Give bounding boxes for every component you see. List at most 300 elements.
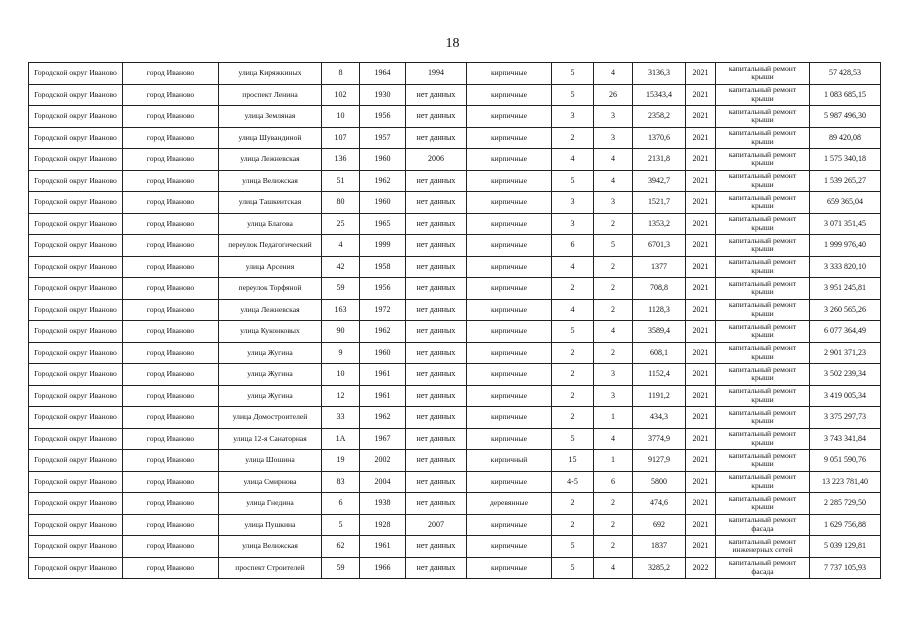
- cell-floors: 15: [552, 450, 594, 472]
- cell-house-number: 59: [322, 557, 360, 579]
- cell-work-year: 2021: [686, 278, 716, 300]
- cell-area: 1353,2: [633, 213, 686, 235]
- cell-year-built: 1972: [360, 299, 406, 321]
- cell-cost: 3 951 245,81: [810, 278, 881, 300]
- cell-wall-material: кирпичные: [467, 428, 552, 450]
- cell-house-number: 12: [322, 385, 360, 407]
- cell-street: улица Пушкина: [219, 514, 322, 536]
- cell-wall-material: кирпичные: [467, 106, 552, 128]
- cell-floors: 4: [552, 256, 594, 278]
- cell-entrances: 2: [594, 493, 633, 515]
- cell-house-number: 4: [322, 235, 360, 257]
- table-row: [29, 149, 881, 171]
- cell-work-year: 2021: [686, 493, 716, 515]
- cell-municipality: Городской округ Иваново: [29, 407, 123, 429]
- cell-floors: 5: [552, 321, 594, 343]
- cell-floors: 2: [552, 493, 594, 515]
- cell-wall-material: кирпичные: [467, 149, 552, 171]
- cell-work-type: капитальный ремонт инженерных сетей: [716, 536, 810, 558]
- table-row: [29, 299, 881, 321]
- cell-municipality: Городской округ Иваново: [29, 450, 123, 472]
- cell-cost: 3 071 351,45: [810, 213, 881, 235]
- buildings-table: [28, 62, 881, 579]
- cell-year-renovated: нет данных: [406, 493, 467, 515]
- cell-street: улица Ташкентская: [219, 192, 322, 214]
- cell-city: город Иваново: [123, 127, 219, 149]
- cell-municipality: Городской округ Иваново: [29, 536, 123, 558]
- cell-entrances: 4: [594, 428, 633, 450]
- cell-work-year: 2021: [686, 127, 716, 149]
- cell-wall-material: кирпичные: [467, 235, 552, 257]
- cell-entrances: 3: [594, 127, 633, 149]
- table-row: [29, 127, 881, 149]
- cell-street: проспект Строителей: [219, 557, 322, 579]
- cell-floors: 5: [552, 170, 594, 192]
- cell-work-year: 2021: [686, 364, 716, 386]
- cell-floors: 4: [552, 299, 594, 321]
- cell-entrances: 4: [594, 63, 633, 85]
- cell-cost: 3 375 297,73: [810, 407, 881, 429]
- table-body: [29, 63, 881, 579]
- cell-wall-material: кирпичные: [467, 213, 552, 235]
- cell-municipality: Городской округ Иваново: [29, 278, 123, 300]
- cell-cost: 3 333 820,10: [810, 256, 881, 278]
- cell-street: улица Велижская: [219, 536, 322, 558]
- cell-year-built: 1960: [360, 192, 406, 214]
- cell-year-built: 1962: [360, 407, 406, 429]
- cell-wall-material: кирпичный: [467, 450, 552, 472]
- cell-wall-material: кирпичные: [467, 557, 552, 579]
- cell-wall-material: кирпичные: [467, 321, 552, 343]
- cell-year-built: 1967: [360, 428, 406, 450]
- cell-year-built: 1928: [360, 514, 406, 536]
- cell-cost: 3 502 239,34: [810, 364, 881, 386]
- cell-area: 3942,7: [633, 170, 686, 192]
- cell-floors: 5: [552, 63, 594, 85]
- cell-wall-material: кирпичные: [467, 514, 552, 536]
- table-row: [29, 407, 881, 429]
- cell-floors: 3: [552, 106, 594, 128]
- cell-area: 1377: [633, 256, 686, 278]
- cell-work-type: капитальный ремонт крыши: [716, 170, 810, 192]
- cell-cost: 3 419 005,34: [810, 385, 881, 407]
- cell-work-year: 2021: [686, 192, 716, 214]
- cell-city: город Иваново: [123, 557, 219, 579]
- cell-work-year: 2021: [686, 471, 716, 493]
- cell-year-renovated: нет данных: [406, 192, 467, 214]
- cell-area: 3774,9: [633, 428, 686, 450]
- cell-entrances: 1: [594, 407, 633, 429]
- cell-year-renovated: нет данных: [406, 557, 467, 579]
- cell-municipality: Городской округ Иваново: [29, 471, 123, 493]
- cell-year-renovated: нет данных: [406, 407, 467, 429]
- cell-year-renovated: нет данных: [406, 385, 467, 407]
- cell-wall-material: кирпичные: [467, 471, 552, 493]
- cell-entrances: 2: [594, 278, 633, 300]
- cell-house-number: 90: [322, 321, 360, 343]
- cell-work-type: капитальный ремонт крыши: [716, 493, 810, 515]
- cell-year-built: 1964: [360, 63, 406, 85]
- cell-work-type: капитальный ремонт крыши: [716, 127, 810, 149]
- cell-house-number: 5: [322, 514, 360, 536]
- cell-floors: 2: [552, 364, 594, 386]
- cell-street: улица Лежневская: [219, 299, 322, 321]
- cell-work-year: 2021: [686, 450, 716, 472]
- cell-work-type: капитальный ремонт крыши: [716, 63, 810, 85]
- cell-street: улица Смирнова: [219, 471, 322, 493]
- table-row: [29, 557, 881, 579]
- cell-year-renovated: нет данных: [406, 471, 467, 493]
- cell-year-built: 1938: [360, 493, 406, 515]
- cell-work-type: капитальный ремонт крыши: [716, 299, 810, 321]
- cell-entrances: 2: [594, 299, 633, 321]
- cell-entrances: 2: [594, 256, 633, 278]
- cell-year-renovated: 2006: [406, 149, 467, 171]
- cell-city: город Иваново: [123, 106, 219, 128]
- cell-city: город Иваново: [123, 149, 219, 171]
- cell-entrances: 2: [594, 213, 633, 235]
- cell-city: город Иваново: [123, 471, 219, 493]
- cell-city: город Иваново: [123, 170, 219, 192]
- cell-street: улица Жугина: [219, 364, 322, 386]
- cell-cost: 3 260 565,26: [810, 299, 881, 321]
- cell-house-number: 33: [322, 407, 360, 429]
- cell-municipality: Городской округ Иваново: [29, 385, 123, 407]
- cell-house-number: 10: [322, 106, 360, 128]
- cell-city: город Иваново: [123, 256, 219, 278]
- cell-cost: 5 039 129,81: [810, 536, 881, 558]
- cell-work-year: 2021: [686, 256, 716, 278]
- cell-city: город Иваново: [123, 235, 219, 257]
- table-row: [29, 342, 881, 364]
- cell-area: 3285,2: [633, 557, 686, 579]
- cell-area: 3136,3: [633, 63, 686, 85]
- cell-area: 3589,4: [633, 321, 686, 343]
- cell-municipality: Городской округ Иваново: [29, 192, 123, 214]
- cell-wall-material: кирпичные: [467, 256, 552, 278]
- cell-city: город Иваново: [123, 536, 219, 558]
- cell-city: город Иваново: [123, 450, 219, 472]
- cell-street: улица Велижская: [219, 170, 322, 192]
- cell-municipality: Городской округ Иваново: [29, 235, 123, 257]
- cell-floors: 2: [552, 342, 594, 364]
- table-row: [29, 471, 881, 493]
- cell-house-number: 19: [322, 450, 360, 472]
- cell-entrances: 4: [594, 557, 633, 579]
- cell-cost: 57 428,53: [810, 63, 881, 85]
- cell-work-type: капитальный ремонт фасада: [716, 514, 810, 536]
- cell-floors: 5: [552, 557, 594, 579]
- cell-work-type: капитальный ремонт крыши: [716, 235, 810, 257]
- cell-cost: 2 285 729,50: [810, 493, 881, 515]
- cell-wall-material: кирпичные: [467, 127, 552, 149]
- cell-street: улица Жугина: [219, 385, 322, 407]
- cell-floors: 4: [552, 149, 594, 171]
- cell-house-number: 80: [322, 192, 360, 214]
- cell-area: 608,1: [633, 342, 686, 364]
- cell-city: город Иваново: [123, 364, 219, 386]
- cell-street: проспект Ленина: [219, 84, 322, 106]
- cell-street: улица Шувандиной: [219, 127, 322, 149]
- table-row: [29, 493, 881, 515]
- cell-house-number: 102: [322, 84, 360, 106]
- cell-area: 5800: [633, 471, 686, 493]
- cell-wall-material: кирпичные: [467, 536, 552, 558]
- cell-cost: 5 987 496,30: [810, 106, 881, 128]
- cell-wall-material: кирпичные: [467, 385, 552, 407]
- cell-wall-material: кирпичные: [467, 342, 552, 364]
- cell-city: город Иваново: [123, 342, 219, 364]
- cell-area: 6701,3: [633, 235, 686, 257]
- cell-house-number: 107: [322, 127, 360, 149]
- cell-work-year: 2021: [686, 342, 716, 364]
- cell-street: улица Киряжкиных: [219, 63, 322, 85]
- cell-area: 1370,6: [633, 127, 686, 149]
- cell-floors: 2: [552, 385, 594, 407]
- cell-cost: 1 999 976,40: [810, 235, 881, 257]
- cell-street: улица Благова: [219, 213, 322, 235]
- cell-year-built: 1956: [360, 278, 406, 300]
- cell-wall-material: кирпичные: [467, 364, 552, 386]
- cell-year-built: 1962: [360, 170, 406, 192]
- cell-year-renovated: нет данных: [406, 84, 467, 106]
- cell-year-built: 1960: [360, 149, 406, 171]
- cell-year-built: 1961: [360, 536, 406, 558]
- cell-cost: 13 223 781,40: [810, 471, 881, 493]
- cell-area: 1152,4: [633, 364, 686, 386]
- cell-work-type: капитальный ремонт крыши: [716, 278, 810, 300]
- cell-municipality: Городской округ Иваново: [29, 170, 123, 192]
- cell-work-type: капитальный ремонт крыши: [716, 407, 810, 429]
- cell-year-built: 1930: [360, 84, 406, 106]
- cell-floors: 2: [552, 127, 594, 149]
- cell-municipality: Городской округ Иваново: [29, 106, 123, 128]
- cell-work-year: 2021: [686, 428, 716, 450]
- cell-cost: 6 077 364,49: [810, 321, 881, 343]
- cell-floors: 2: [552, 278, 594, 300]
- cell-house-number: 163: [322, 299, 360, 321]
- cell-entrances: 1: [594, 450, 633, 472]
- cell-work-year: 2021: [686, 84, 716, 106]
- cell-floors: 4-5: [552, 471, 594, 493]
- table-row: [29, 536, 881, 558]
- cell-cost: 1 539 265,27: [810, 170, 881, 192]
- cell-year-renovated: нет данных: [406, 321, 467, 343]
- cell-entrances: 6: [594, 471, 633, 493]
- cell-cost: 9 051 590,76: [810, 450, 881, 472]
- cell-entrances: 3: [594, 106, 633, 128]
- cell-year-renovated: 2007: [406, 514, 467, 536]
- cell-municipality: Городской округ Иваново: [29, 63, 123, 85]
- cell-work-year: 2021: [686, 235, 716, 257]
- cell-work-year: 2021: [686, 63, 716, 85]
- cell-house-number: 62: [322, 536, 360, 558]
- table-row: [29, 106, 881, 128]
- cell-work-year: 2021: [686, 170, 716, 192]
- cell-area: 2358,2: [633, 106, 686, 128]
- table-row: [29, 170, 881, 192]
- cell-city: город Иваново: [123, 493, 219, 515]
- cell-work-year: 2021: [686, 536, 716, 558]
- cell-floors: 2: [552, 407, 594, 429]
- cell-street: переулок Торфяной: [219, 278, 322, 300]
- cell-municipality: Городской округ Иваново: [29, 364, 123, 386]
- cell-work-type: капитальный ремонт крыши: [716, 84, 810, 106]
- table-row: [29, 84, 881, 106]
- cell-year-renovated: нет данных: [406, 256, 467, 278]
- cell-year-renovated: нет данных: [406, 278, 467, 300]
- cell-municipality: Городской округ Иваново: [29, 299, 123, 321]
- cell-wall-material: кирпичные: [467, 192, 552, 214]
- cell-street: улица 12-я Санаторная: [219, 428, 322, 450]
- cell-floors: 3: [552, 192, 594, 214]
- cell-work-type: капитальный ремонт крыши: [716, 450, 810, 472]
- cell-year-renovated: 1994: [406, 63, 467, 85]
- cell-area: 434,3: [633, 407, 686, 429]
- cell-area: 15343,4: [633, 84, 686, 106]
- cell-city: город Иваново: [123, 278, 219, 300]
- cell-work-year: 2021: [686, 321, 716, 343]
- cell-cost: 89 420,08: [810, 127, 881, 149]
- cell-year-renovated: нет данных: [406, 299, 467, 321]
- cell-floors: 5: [552, 84, 594, 106]
- cell-work-year: 2021: [686, 106, 716, 128]
- cell-municipality: Городской округ Иваново: [29, 557, 123, 579]
- cell-city: город Иваново: [123, 299, 219, 321]
- cell-year-built: 1999: [360, 235, 406, 257]
- cell-street: улица Лежневская: [219, 149, 322, 171]
- cell-street: улица Домостроителей: [219, 407, 322, 429]
- cell-city: город Иваново: [123, 407, 219, 429]
- cell-work-type: капитальный ремонт крыши: [716, 192, 810, 214]
- cell-wall-material: кирпичные: [467, 299, 552, 321]
- cell-year-built: 1962: [360, 321, 406, 343]
- cell-wall-material: кирпичные: [467, 407, 552, 429]
- table-row: [29, 428, 881, 450]
- cell-house-number: 136: [322, 149, 360, 171]
- cell-house-number: 25: [322, 213, 360, 235]
- cell-street: улица Земляная: [219, 106, 322, 128]
- cell-entrances: 2: [594, 514, 633, 536]
- table-row: [29, 321, 881, 343]
- cell-municipality: Городской округ Иваново: [29, 428, 123, 450]
- cell-house-number: 42: [322, 256, 360, 278]
- cell-year-renovated: нет данных: [406, 235, 467, 257]
- cell-year-built: 1966: [360, 557, 406, 579]
- cell-municipality: Городской округ Иваново: [29, 149, 123, 171]
- table-row: [29, 256, 881, 278]
- cell-work-type: капитальный ремонт крыши: [716, 106, 810, 128]
- cell-entrances: 4: [594, 149, 633, 171]
- table-row: [29, 514, 881, 536]
- cell-municipality: Городской округ Иваново: [29, 514, 123, 536]
- cell-municipality: Городской округ Иваново: [29, 321, 123, 343]
- cell-municipality: Городской округ Иваново: [29, 256, 123, 278]
- cell-house-number: 8: [322, 63, 360, 85]
- cell-year-renovated: нет данных: [406, 127, 467, 149]
- cell-cost: 7 737 105,93: [810, 557, 881, 579]
- cell-street: улица Шошина: [219, 450, 322, 472]
- cell-cost: 3 743 341,84: [810, 428, 881, 450]
- cell-work-year: 2021: [686, 149, 716, 171]
- cell-work-year: 2022: [686, 557, 716, 579]
- cell-floors: 6: [552, 235, 594, 257]
- cell-year-renovated: нет данных: [406, 450, 467, 472]
- cell-municipality: Городской округ Иваново: [29, 84, 123, 106]
- cell-entrances: 5: [594, 235, 633, 257]
- cell-city: город Иваново: [123, 213, 219, 235]
- cell-work-type: капитальный ремонт крыши: [716, 321, 810, 343]
- cell-work-type: капитальный ремонт крыши: [716, 364, 810, 386]
- cell-year-renovated: нет данных: [406, 364, 467, 386]
- cell-year-built: 1965: [360, 213, 406, 235]
- cell-city: город Иваново: [123, 428, 219, 450]
- cell-year-built: 1961: [360, 364, 406, 386]
- cell-work-type: капитальный ремонт крыши: [716, 256, 810, 278]
- cell-year-built: 2004: [360, 471, 406, 493]
- cell-area: 708,8: [633, 278, 686, 300]
- cell-floors: 5: [552, 536, 594, 558]
- table-row: [29, 364, 881, 386]
- cell-year-renovated: нет данных: [406, 213, 467, 235]
- cell-floors: 5: [552, 428, 594, 450]
- cell-work-year: 2021: [686, 514, 716, 536]
- cell-work-type: капитальный ремонт крыши: [716, 213, 810, 235]
- cell-work-year: 2021: [686, 407, 716, 429]
- cell-house-number: 1А: [322, 428, 360, 450]
- cell-year-built: 1961: [360, 385, 406, 407]
- cell-wall-material: кирпичные: [467, 84, 552, 106]
- cell-work-year: 2021: [686, 299, 716, 321]
- table-row: [29, 63, 881, 85]
- cell-municipality: Городской округ Иваново: [29, 213, 123, 235]
- cell-year-renovated: нет данных: [406, 536, 467, 558]
- cell-wall-material: деревянные: [467, 493, 552, 515]
- cell-entrances: 3: [594, 385, 633, 407]
- cell-street: улица Гнедина: [219, 493, 322, 515]
- cell-municipality: Городской округ Иваново: [29, 127, 123, 149]
- cell-area: 9127,9: [633, 450, 686, 472]
- cell-city: город Иваново: [123, 192, 219, 214]
- cell-work-type: капитальный ремонт крыши: [716, 342, 810, 364]
- cell-cost: 2 901 371,23: [810, 342, 881, 364]
- cell-city: город Иваново: [123, 385, 219, 407]
- cell-area: 474,6: [633, 493, 686, 515]
- cell-work-year: 2021: [686, 213, 716, 235]
- cell-city: город Иваново: [123, 84, 219, 106]
- cell-city: город Иваново: [123, 514, 219, 536]
- cell-year-renovated: нет данных: [406, 170, 467, 192]
- cell-house-number: 59: [322, 278, 360, 300]
- cell-floors: 2: [552, 514, 594, 536]
- table-row: [29, 450, 881, 472]
- cell-work-type: капитальный ремонт фасада: [716, 557, 810, 579]
- cell-cost: 1 083 685,15: [810, 84, 881, 106]
- cell-year-built: 1958: [360, 256, 406, 278]
- cell-area: 2131,8: [633, 149, 686, 171]
- cell-municipality: Городской округ Иваново: [29, 493, 123, 515]
- cell-entrances: 3: [594, 364, 633, 386]
- table-row: [29, 278, 881, 300]
- cell-work-type: капитальный ремонт крыши: [716, 471, 810, 493]
- cell-floors: 3: [552, 213, 594, 235]
- cell-area: 692: [633, 514, 686, 536]
- cell-cost: 1 575 340,18: [810, 149, 881, 171]
- table-row: [29, 192, 881, 214]
- cell-house-number: 83: [322, 471, 360, 493]
- cell-municipality: Городской округ Иваново: [29, 342, 123, 364]
- cell-work-year: 2021: [686, 385, 716, 407]
